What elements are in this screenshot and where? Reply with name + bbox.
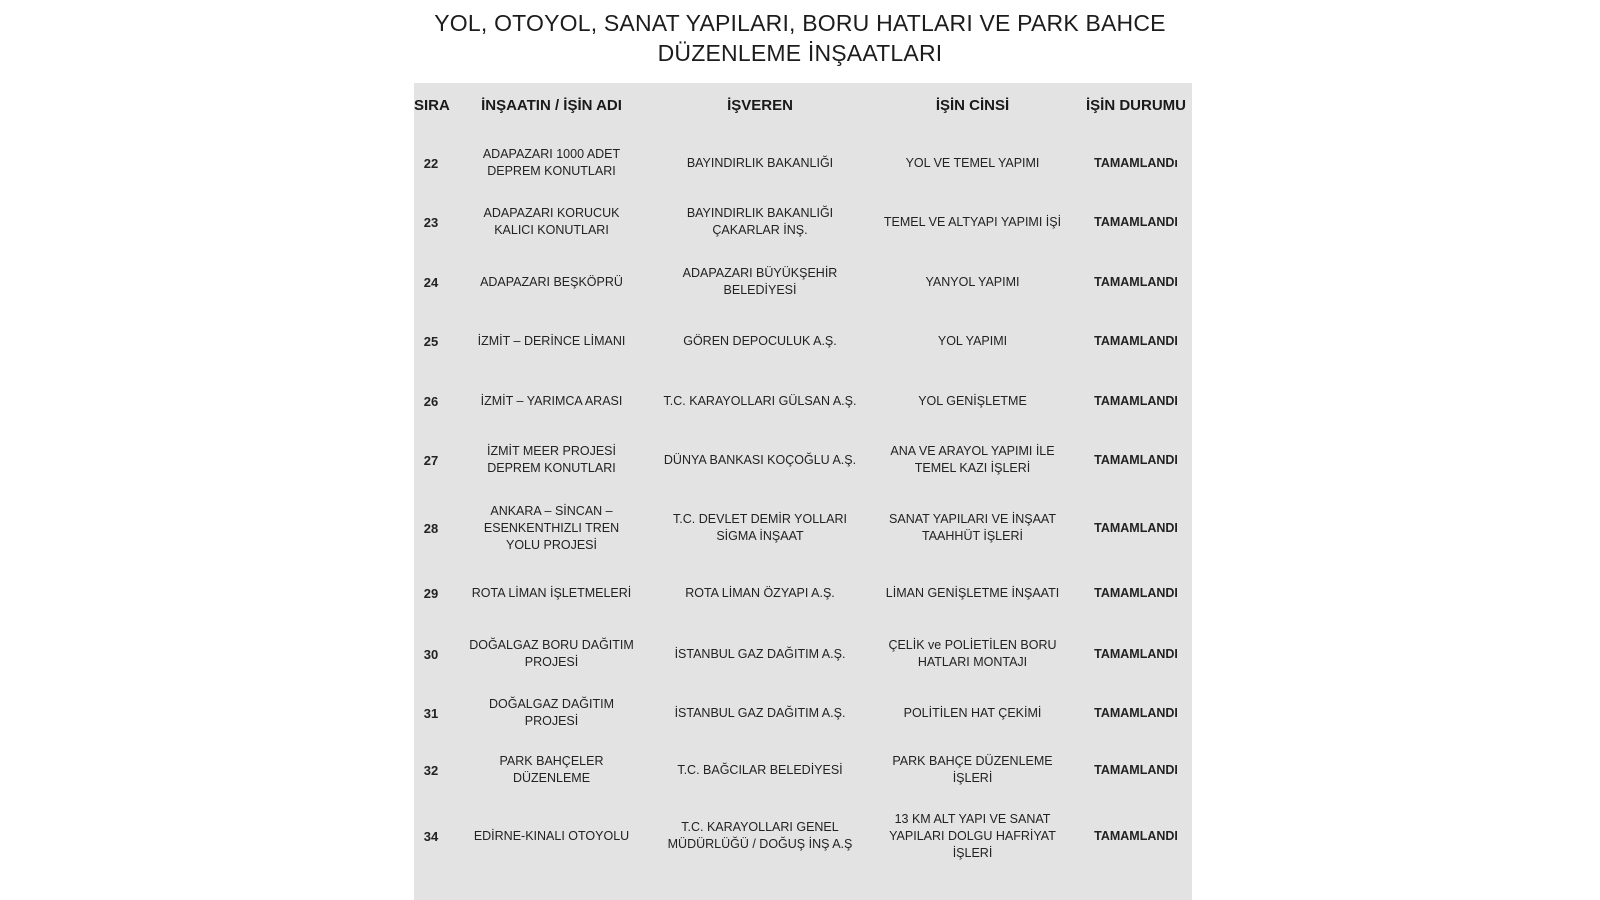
row-work-type: SANAT YAPILARI VE İNŞAAT TAAHHÜT İŞLERİ — [889, 512, 1056, 543]
row-employer: DÜNYA BANKASI KOÇOĞLU A.Ş. — [663, 452, 857, 467]
projects-table — [414, 83, 1192, 900]
row-employer: İSTANBUL GAZ DAĞITIM A.Ş. — [674, 705, 846, 720]
row-work-type: YOL GENİŞLETME — [918, 393, 1027, 408]
row-work-status: TAMAMLANDI — [1094, 585, 1178, 600]
row-sira: 29 — [423, 585, 439, 601]
row-project-name: EDİRNE-KINALI OTOYOLU — [473, 828, 630, 843]
table-row — [414, 142, 1192, 184]
table-header-row — [414, 83, 1192, 128]
row-sira: 23 — [423, 214, 439, 230]
table-row — [414, 201, 1192, 243]
row-project-name: ADAPAZARI KORUCUK KALICI KONUTLARI — [483, 206, 620, 237]
header-project-name: İNŞAATIN / İŞİN ADI — [481, 97, 622, 114]
row-sira: 24 — [423, 274, 439, 290]
table-row — [414, 500, 1192, 556]
row-sira: 22 — [423, 155, 439, 171]
table-row — [414, 380, 1192, 422]
row-sira: 26 — [423, 393, 439, 409]
row-sira: 31 — [423, 705, 439, 721]
row-work-status: TAMAMLANDI — [1094, 393, 1178, 408]
row-sira: 28 — [423, 520, 439, 536]
row-employer: T.C. KARAYOLLARI GENEL MÜDÜRLÜĞÜ / DOĞUŞ İNŞ A.Ş — [667, 820, 853, 851]
header-work-type: İŞİN CİNSİ — [935, 97, 1010, 114]
row-sira: 27 — [423, 452, 439, 468]
row-project-name: ROTA LİMAN İŞLETMELERİ — [471, 585, 632, 600]
row-work-status: TAMAMLANDI — [1094, 828, 1178, 843]
table-row — [414, 261, 1192, 303]
row-employer: GÖREN DEPOCULUK A.Ş. — [683, 333, 837, 348]
row-project-name: ADAPAZARI BEŞKÖPRÜ — [480, 274, 623, 289]
row-project-name: ADAPAZARI 1000 ADET DEPREM KONUTLARI — [482, 147, 621, 178]
row-work-status: TAMAMLANDI — [1094, 214, 1178, 229]
row-employer: BAYINDIRLIK BAKANLIĞI — [686, 155, 834, 170]
row-project-name: İZMİT – DERİNCE LİMANI — [477, 333, 626, 348]
row-project-name: DOĞALGAZ DAĞITIM PROJESİ — [488, 697, 614, 728]
row-employer: T.C. BAĞCILAR BELEDİYESİ — [677, 762, 843, 777]
header-sira: SIRA — [414, 97, 450, 114]
row-work-type: POLİTİLEN HAT ÇEKİMİ — [903, 705, 1042, 720]
table-row — [414, 439, 1192, 481]
row-work-type: 13 KM ALT YAPI VE SANAT YAPILARI DOLGU HAFRİYAT İŞLERİ — [889, 811, 1056, 860]
row-project-name: İZMİT MEER PROJESİ DEPREM KONUTLARI — [487, 444, 616, 475]
page-title-line-2: DÜZENLEME İNŞAATLARI — [657, 40, 943, 66]
table-row — [414, 572, 1192, 614]
row-work-type: ANA VE ARAYOL YAPIMI İLE TEMEL KAZI İŞLERİ — [890, 444, 1055, 475]
row-project-name: İZMİT – YARIMCA ARASI — [480, 393, 623, 408]
row-employer: T.C. DEVLET DEMİR YOLLARI SİGMA İNŞAAT — [673, 512, 847, 543]
row-employer: BAYINDIRLIK BAKANLIĞI ÇAKARLAR İNŞ. — [686, 206, 834, 237]
table-row — [414, 692, 1192, 734]
page-title-line-1: YOL, OTOYOL, SANAT YAPILARI, BORU HATLARI VE PARK BAHCE — [434, 10, 1166, 36]
row-work-type: TEMEL VE ALTYAPI YAPIMI İŞİ — [883, 214, 1062, 229]
row-work-type: YANYOL YAPIMI — [925, 274, 1020, 289]
row-work-status: TAMAMLANDI — [1094, 333, 1178, 348]
row-project-name: PARK BAHÇELER DÜZENLEME — [499, 754, 604, 785]
row-sira: 34 — [423, 828, 439, 844]
header-work-status: İŞİN DURUMU — [1086, 97, 1186, 114]
row-work-status: TAMAMLANDI — [1094, 646, 1178, 661]
row-employer: T.C. KARAYOLLARI GÜLSAN A.Ş. — [663, 393, 857, 408]
row-work-status: TAMAMLANDı — [1094, 155, 1178, 170]
row-sira: 25 — [423, 333, 439, 349]
table-row — [414, 749, 1192, 791]
table-row — [414, 806, 1192, 866]
row-work-type: YOL YAPIMI — [937, 333, 1008, 348]
table-row — [414, 633, 1192, 675]
row-project-name: DOĞALGAZ BORU DAĞITIM PROJESİ — [469, 638, 634, 669]
row-work-status: TAMAMLANDI — [1094, 762, 1178, 777]
row-work-status: TAMAMLANDI — [1094, 705, 1178, 720]
row-work-type: ÇELİK ve POLİETİLEN BORU HATLARI MONTAJI — [888, 638, 1057, 669]
row-employer: ADAPAZARI BÜYÜKŞEHİR BELEDİYESİ — [682, 266, 838, 297]
header-employer: İŞVEREN — [727, 97, 793, 114]
row-employer: İSTANBUL GAZ DAĞITIM A.Ş. — [674, 646, 846, 661]
page-title — [0, 8, 1600, 68]
row-sira: 32 — [423, 762, 439, 778]
row-work-status: TAMAMLANDI — [1094, 274, 1178, 289]
row-work-type: LİMAN GENİŞLETME İNŞAATI — [885, 585, 1060, 600]
row-sira: 30 — [423, 646, 439, 662]
row-project-name: ANKARA – SİNCAN – ESENKENTHIZLI TREN YOLU PROJESİ — [483, 503, 620, 552]
table-row — [414, 320, 1192, 362]
row-work-status: TAMAMLANDI — [1094, 520, 1178, 535]
row-employer: ROTA LİMAN ÖZYAPI A.Ş. — [685, 585, 835, 600]
row-work-type: PARK BAHÇE DÜZENLEME İŞLERİ — [892, 754, 1053, 785]
row-work-type: YOL VE TEMEL YAPIMI — [905, 155, 1040, 170]
row-work-status: TAMAMLANDI — [1094, 452, 1178, 467]
